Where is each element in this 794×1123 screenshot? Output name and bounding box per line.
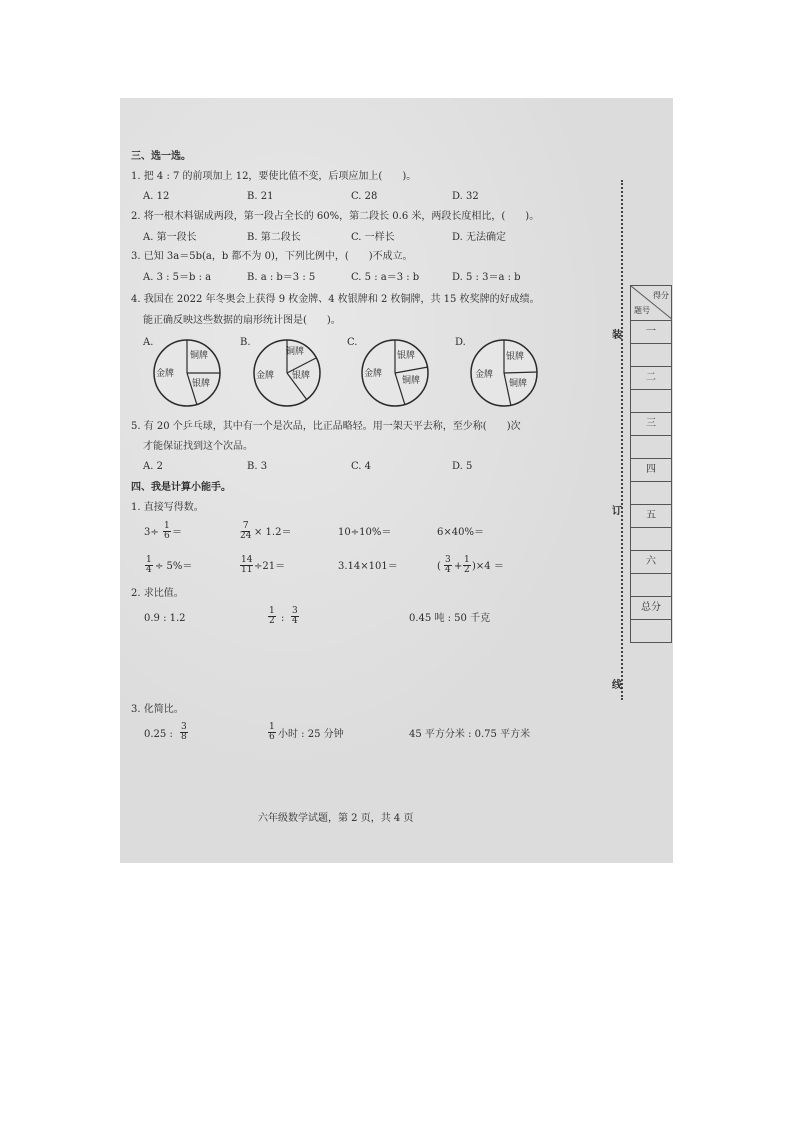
q2-option-d: D. 无法确定 (452, 232, 507, 243)
ratio-c: 0.45 吨 : 50 千克 (409, 613, 491, 624)
score-row-blank (630, 574, 672, 597)
section-3-title: 三、选一选。 (131, 151, 191, 162)
ratio-b-fraction-2: $\frac{3}{4}$ (292, 606, 298, 626)
q4-option-b-letter: B. (240, 337, 251, 348)
score-row-label: 五 (630, 505, 672, 528)
calc-2d-fraction-2: $\frac{1}{2}$ (464, 555, 470, 575)
q2-option-b: B. 第二段长 (247, 232, 301, 243)
score-row-blank (630, 390, 672, 413)
simplify-b-rest: 小时 : 25 分钟 (278, 729, 344, 740)
calc-2a-rest: ÷ 5%＝ (155, 561, 193, 572)
ratio-a: 0.9 : 1.2 (144, 613, 186, 624)
simplify-a-prefix: 0.25 : (144, 729, 173, 740)
calc-2d-open: ( (437, 561, 441, 572)
q5-option-a: A. 2 (143, 461, 163, 472)
calc-1a-equals: ＝ (172, 527, 182, 538)
ratio-b-fraction-1: $\frac{1}{2}$ (269, 606, 275, 626)
ratio-b-colon: : (281, 613, 285, 624)
score-table-header (630, 285, 672, 321)
pie-chart-b (250, 336, 324, 410)
pie-b-label-top: 铜牌 (286, 347, 305, 357)
pie-chart-c (358, 336, 432, 410)
calc-1c: 10÷10%＝ (338, 527, 392, 538)
calc-1a-prefix: 3÷ (144, 527, 159, 538)
calc-2b-fraction: $\frac{14}{11}$ (241, 555, 253, 575)
calc-1b-fraction: $\frac{7}{24}$ (240, 521, 252, 541)
q3-option-d: D. 5 : 3＝a : b (452, 272, 521, 283)
q5-option-b: B. 3 (247, 461, 268, 472)
q5-option-c: C. 4 (351, 461, 372, 472)
calc-1a-fraction: $\frac{1}{6}$ (164, 521, 170, 541)
q1-option-a: A. 12 (143, 191, 170, 202)
pie-chart-d (467, 336, 541, 410)
part-2-title: 2. 求比值。 (131, 588, 184, 599)
q4-stem-line2: 能正确反映这些数据的扇形统计图是( )。 (143, 315, 341, 326)
calc-2d-rest: )×4 ＝ (472, 561, 504, 572)
margin-label-ding: 订 (612, 506, 622, 517)
q2-stem: 2. 将一根木料锯成两段，第一段占全长的 60%，第二段长 0.6 米，两段长度相比，( )。 (131, 211, 540, 222)
pie-chart-a (150, 336, 224, 410)
q3-option-a: A. 3 : 5＝b : a (143, 272, 212, 283)
pie-a-label-gold: 金牌 (156, 369, 175, 379)
q4-stem-line1: 4. 我国在 2022 年冬奥会上获得 9 枚金牌、4 枚银牌和 2 枚铜牌，共 15 枚奖牌的好成绩。 (131, 294, 540, 305)
score-table (630, 285, 672, 643)
page-footer: 六年级数学试题，第 2 页，共 4 页 (258, 813, 414, 824)
q4-option-a-letter: A. (143, 337, 154, 348)
score-row-label: 总分 (630, 597, 672, 620)
part-1-title: 1. 直接写得数。 (131, 502, 204, 513)
calc-2b-rest: ÷21＝ (254, 561, 286, 572)
pie-a-label-top: 铜牌 (190, 351, 209, 361)
score-row-blank (630, 482, 672, 505)
simplify-b-fraction: $\frac{1}{6}$ (269, 722, 275, 742)
q1-option-d: D. 32 (452, 191, 479, 202)
pie-d-label-bottom: 铜牌 (509, 379, 528, 389)
pie-d-label-gold: 金牌 (475, 370, 494, 380)
score-header-score: 得分 (653, 291, 669, 300)
score-row-blank (630, 436, 672, 459)
score-row-label: 三 (630, 413, 672, 436)
pie-c-label-bottom: 铜牌 (402, 376, 421, 386)
score-row-label: 六 (630, 551, 672, 574)
pie-c-label-gold: 金牌 (364, 369, 383, 379)
calc-1d: 6×40%＝ (437, 527, 484, 538)
q1-option-b: B. 21 (247, 191, 274, 202)
pie-a-label-bottom: 银牌 (192, 379, 211, 389)
q1-stem: 1. 把 4 : 7 的前项加上 12，要使比值不变，后项应加上( )。 (131, 171, 417, 182)
q5-stem-line1: 5. 有 20 个乒乓球，其中有一个是次品，比正品略轻。用一架天平去称，至少称( )次 (131, 421, 521, 432)
section-4-title: 四、我是计算小能手。 (131, 482, 231, 493)
simplify-c: 45 平方分米 : 0.75 平方米 (409, 729, 531, 740)
q5-option-d: D. 5 (452, 461, 473, 472)
score-row-blank (630, 344, 672, 367)
score-row-label: 二 (630, 367, 672, 390)
q3-option-b: B. a : b＝3 : 5 (247, 272, 316, 283)
margin-label-zhuang: 装 (612, 330, 622, 341)
q3-option-c: C. 5 : a＝3 : b (351, 272, 420, 283)
q3-stem: 3. 已知 3a＝5b(a，b 都不为 0)，下列比例中，( )不成立。 (131, 251, 413, 262)
calc-1b-rest: × 1.2＝ (254, 527, 292, 538)
q5-stem-line2: 才能保证找到这个次品。 (143, 441, 253, 452)
binding-dotted-line (621, 180, 623, 700)
pie-c-label-top: 银牌 (397, 351, 416, 361)
q4-option-c-letter: C. (347, 337, 358, 348)
score-row-label: 一 (630, 321, 672, 344)
margin-label-xian: 线 (612, 680, 622, 691)
q4-option-d-letter: D. (455, 337, 466, 348)
calc-2d-plus: + (454, 561, 463, 572)
q2-option-a: A. 第一段长 (143, 232, 197, 243)
calc-2a-fraction: $\frac{1}{4}$ (146, 555, 152, 575)
q2-option-c: C. 一样长 (351, 232, 395, 243)
score-row-blank (630, 620, 672, 643)
pie-b-label-bottom: 银牌 (292, 371, 311, 381)
simplify-a-fraction: $\frac{3}{8}$ (181, 722, 187, 742)
score-row-label: 四 (630, 459, 672, 482)
pie-b-label-gold: 金牌 (256, 371, 275, 381)
calc-2d-fraction-1: $\frac{3}{4}$ (445, 555, 451, 575)
score-header-item: 题号 (634, 306, 650, 315)
pie-d-label-top: 银牌 (506, 352, 525, 362)
calc-2c: 3.14×101＝ (338, 561, 398, 572)
part-3-title: 3. 化简比。 (131, 704, 184, 715)
q1-option-c: C. 28 (351, 191, 378, 202)
score-row-blank (630, 528, 672, 551)
